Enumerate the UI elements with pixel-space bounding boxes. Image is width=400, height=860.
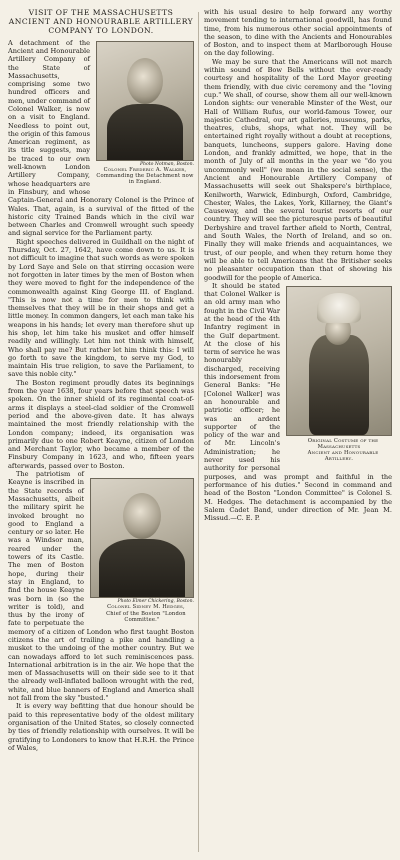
head-shape <box>127 58 163 104</box>
head-shape <box>123 493 161 539</box>
uniform-shape <box>99 539 185 598</box>
walker-caption-name: Colonel Frederic A. Walker, <box>103 167 187 174</box>
costume-illustration <box>286 286 392 436</box>
title-line-1: VISIT OF THE MASSACHUSETTS <box>28 8 174 17</box>
paragraph-honour: It is every way befitting that due honour should be paid to this representative body of the oldest military organisation of the United States, so closely connected by ties of friendly relationship with ourselves. It will be gratifying to Londoners to know that H.R.H. the Prince of Wales, <box>8 702 194 752</box>
walker-portrait <box>96 41 194 161</box>
title-line-2: ANCIENT AND HONOURABLE ARTILLERY <box>8 17 194 27</box>
hedges-photo-credit: Photo Elmer Chickering, Boston. <box>117 599 194 605</box>
figure-walker <box>96 41 194 186</box>
walker-bio-text: It should be stated that Colonel Walker is an old army man who fought in the Civil War at the head of the 4th Infantry regiment in the Gulf department. At the close of his term of service he was honourably discharged, receiving this indorsement from General Banks: "He [Colonel Walker] was an honourable and patriotic officer; he was an ardent supporter of the policy of the war and of Mr. Lincoln's Administration; he never used his authority for personal purposes, and was prompt and faithful in the performance of his duties." Second in command and head of the Boston "London Committee" is Colonel S. M. Hedges. The detachment is accompanied by the Salem Cadet Band, under direction of Mr. Jean M. Missud.—C. E. P. <box>204 281 392 523</box>
paragraph-sights: We may be sure that the Americans will not march within sound of Bow Bells without the ever-ready courtesy and hospitality of the Lord Mayor greeting them friendly, with due civic ceremony and the "loving cup." We shall, of course, show them all our well-known London sights: our venerable Minster of the West, our Hall of William Rufus, our world-famous Tower, our majestic Cathedral, our art galleries, museums, parks, theatres, clubs, shops, what not. They will be entertained right royally without a doubt at receptions, banquets, luncheons, suppers galore. Having done London, and frankly admitted, we hope, that in the month of July of all months in the year we "do you uncommonly well" (we mean in the social sense), the Ancient and Honourable Artillery Company of Massachusetts will seek out Shakspere's birthplace, Kenilworth, Warwick, Edinburgh, Oxford, Cambridge, Chester, Wales, the Lakes, York, Killarney, the Giant's Causeway, and the several tourist resorts of our country. They will see the picturesque parts of beautiful Derbyshire and travel farther afield to North, Central, and South Wales, the North of Ireland, and so on. Finally they will make friends and acquaintances, we trust, of our people, and when they return home they will be able to tell Americans that the Britisher seeks no pleasanter occupation than that of showing his goodwill for the people of America. <box>204 57 392 282</box>
paragraph-intro <box>8 39 194 238</box>
column-rule <box>198 12 199 852</box>
paragraph-origins: The Boston regiment proudly dates its beginnings from the year 1638, four years before that speech was spoken. On the inner shield of its regimental coat-of-arms it displays a steel-clad soldier of the Cromwell period and the above-given date. It has always maintained the most friendly relationship with the London company; indeed, its organisation was primarily due to one Robert Keayne, citizen of London and Merchant Taylor, who became a member of the Finsbury Company in 1623, and who, fifteen years afterwards, passed over to Boston. <box>8 378 194 470</box>
walker-photo-credit: Photo Notman, Boston. <box>139 161 194 167</box>
keayne-text: The patriotism of Keayne is inscribed in the State records of Massachusetts, albeit the military spirit he invoked brought no good to England a century or so later. He was a Windsor man, reared under the towers of its Castle. The men of Boston hope, during their stay in England, to find the house Keayne was born in (so the writer is told), and thus by the irony of fate to perpetuate the memory of a citizen of London who first taught Boston citizens the art of trailing a pike and handling a musket to the undoing of the mother country. But we can nowadays afford to let such reminiscences pass. International arbitration is in the air. We hope that the men of Massachusetts will on their side see to it that the already well-inflated balloon wrought with the red, white, and blue banners of England and America shall not fall from the sky "busted." <box>8 470 194 703</box>
coat-shape <box>309 335 369 435</box>
costume-caption-2: Ancient and Honourable Artillery. <box>307 450 379 463</box>
costume-caption-1: Original Costume of the Massachusetts <box>307 437 379 450</box>
plumed-hat <box>317 293 361 323</box>
walker-caption-role: Commanding the Detachment now in England. <box>96 173 194 186</box>
left-column <box>8 8 194 856</box>
paragraph-keayne <box>8 470 194 702</box>
title-line-3: COMPANY TO LONDON. <box>48 26 154 36</box>
uniform-shape <box>107 104 183 161</box>
hedges-caption-name: Colonel Sidney M. Hedges, <box>107 604 185 611</box>
paragraph-speeches: Right speeches delivered in Guildhall on the night of Thursday, Oct. 27, 1642, have come down to us. It is not difficult to imagine that such words as were spoken by Lord Saye and Sele on that stirring occasion were not forgotten in later times by the men of Boston when they were moved to fight for the independence of the commonwealth against King George III. of England. "This is now not a time for men to think with themselves that they will be in their shops and get a little money. In common dangers, let each man take his weapons in his hands; let every man therefore shut up his shop, let him take his musket and offer himself readily and willingly. Let him not think with himself, Who shall pay me? But rather let him think this: I will go forth to save the kingdom, to serve my God, to maintain His true religion, to save the Parliament, to save this noble city." <box>8 237 194 379</box>
figure-costume <box>286 286 392 463</box>
intro-text: A detachment of the Ancient and Honourable Artillery Company of the State of Massachusetts, comprising some two hundred officers and men, under command of Colonel Walker, is now on a visit to England. Needless to point out, the origin of this famous American regiment, as its title suggests, may be traced to our own well-known London Artillery Company, whose headquarters are in Finsbury, and whose Captain-General and Honorary Colonel is the Prince of Wales. That, again, is a survival of the fitted of the historic city Trained Bands which in the civil war between Charles and Cromwell wrought such speedy and signal service for the Parliament party. <box>8 38 194 238</box>
paragraph-walker-bio <box>204 282 392 523</box>
right-column <box>204 8 392 856</box>
hedges-portrait <box>90 478 194 598</box>
article-title <box>8 8 194 36</box>
hedges-caption-role: Chief of the Boston "London Committee." <box>106 610 186 623</box>
figure-hedges <box>90 478 194 623</box>
paragraph-prince: with his usual desire to help forward any worthy movement tending to international goodwill, has found time, from his numerous other social appointments of the season, to dine with the Ancients and Honourables of Boston, and to inspect them at Marlborough House on the day following. <box>204 8 392 58</box>
